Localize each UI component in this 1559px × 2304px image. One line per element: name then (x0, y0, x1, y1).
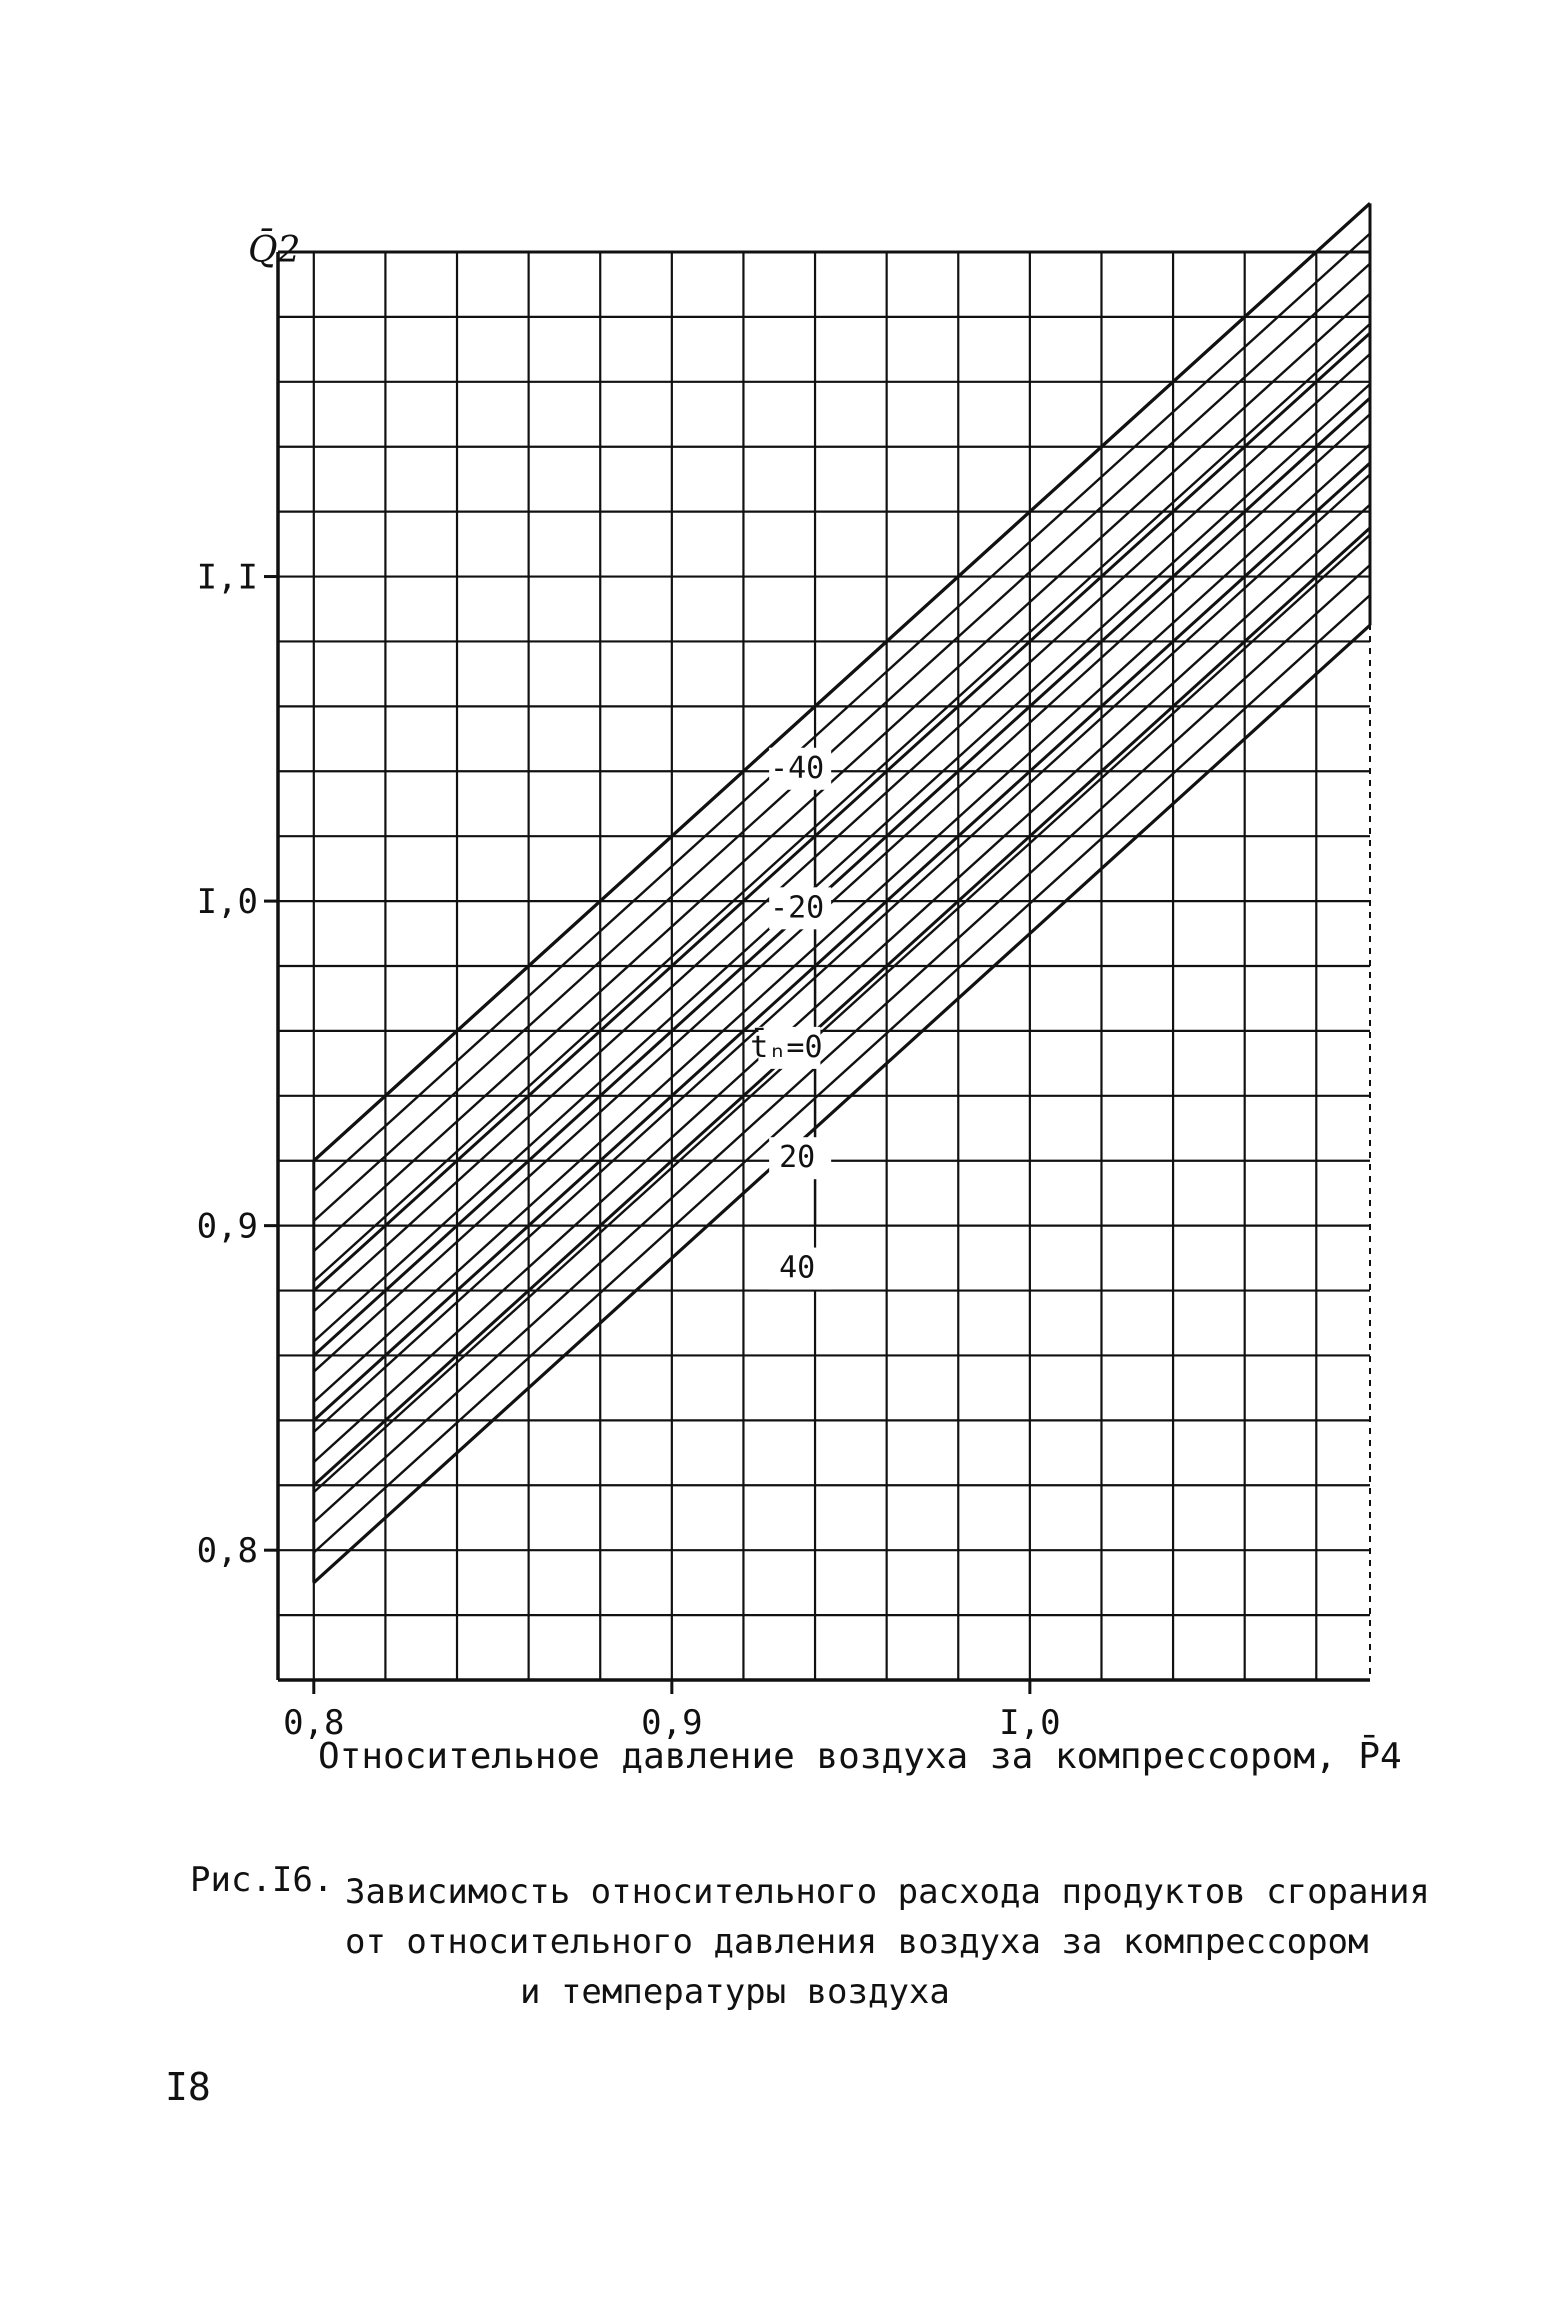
hatch-line-3 (314, 535, 1370, 1492)
annotation-label-4: 40 (779, 1250, 816, 1286)
hatch-line-0 (314, 625, 1370, 1582)
annotation-label-2: t̄ₙ=0 (750, 1029, 823, 1065)
figure-label: Рис.I6. (190, 1860, 334, 1900)
x-tick-label-2: I,0 (999, 1703, 1061, 1743)
hatch-line-8 (314, 384, 1370, 1341)
series-line-2 (314, 398, 1370, 1355)
y-tick-label-3: I,I (196, 557, 258, 598)
hatch-line-5 (314, 475, 1370, 1432)
hatch-line-12 (314, 264, 1370, 1221)
annotation-label-3: 20 (779, 1140, 816, 1176)
x-axis-label: Относительное давление воздуха за компрессором, P̄4 (318, 1736, 1402, 1777)
hatch-line-11 (314, 294, 1370, 1251)
y-tick-label-0: 0,8 (196, 1531, 258, 1572)
hatch-line-7 (314, 414, 1370, 1371)
hatched-band (314, 203, 1370, 1582)
caption-line-1: Зависимость относительного расхода продуктов сгорания (345, 1872, 1430, 1912)
x-tick-label-0: 0,8 (283, 1703, 345, 1743)
series-line-0 (314, 203, 1370, 1160)
hatch-line-13 (314, 233, 1370, 1190)
hatch-line-1 (314, 595, 1370, 1552)
x-tick-label-1: 0,9 (641, 1703, 703, 1743)
hatch-line-10 (314, 324, 1370, 1281)
y-axis-label: Q̄2 (248, 230, 301, 271)
hatch-line-4 (314, 505, 1370, 1462)
caption-line-3: и температуры воздуха (520, 1972, 950, 2012)
y-tick-label-2: I,0 (196, 882, 258, 923)
caption-line-2: от относительного давления воздуха за компрессором (345, 1922, 1369, 1962)
series-line-1 (314, 333, 1370, 1290)
hatch-line-6 (314, 444, 1370, 1401)
series-lines (314, 203, 1370, 1485)
page-number: I8 (165, 2065, 211, 2109)
annotation-label-0: -40 (770, 750, 825, 786)
annotations (750, 748, 831, 1290)
annotation-label-1: -20 (770, 890, 825, 926)
hatch-line-9 (314, 354, 1370, 1311)
hatch-line-2 (314, 565, 1370, 1522)
series-line-3 (314, 463, 1370, 1420)
y-tick-label-1: 0,9 (196, 1206, 258, 1247)
series-line-4 (314, 528, 1370, 1485)
